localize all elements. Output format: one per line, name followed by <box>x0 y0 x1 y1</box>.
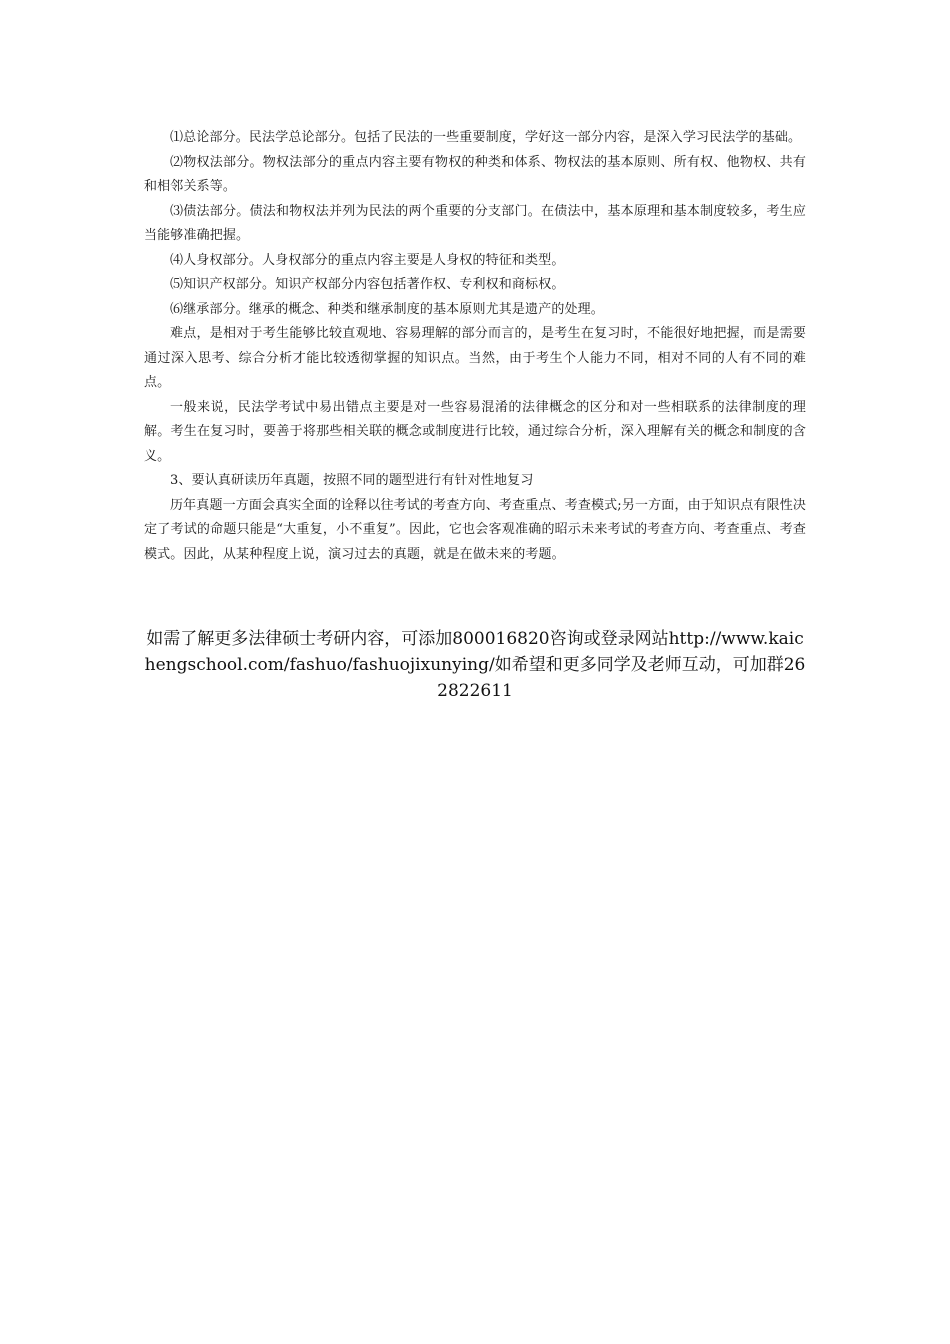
paragraph-past-exams: 历年真题一方面会真实全面的诠释以往考试的考查方向、考查重点、考查模式;另一方面，由于知识点有限性决定了考试的命题只能是“大重复，小不重复”。因此，它也会客观准确的昭示未来考试的考查方向、考查重点、考查模式。因此，从某种程度上说，演习过去的真题，就是在做未来的考题。 <box>144 497 806 562</box>
paragraph-difficult-points: 难点，是相对于考生能够比较直观地、容易理解的部分而言的，是考生在复习时，不能很好地把握，而是需要通过深入思考、综合分析才能比较透彻掌握的知识点。当然，由于考生个人能力不同，相对不同的人有不同的难点。 <box>144 326 806 390</box>
section-heading-past-exams: 3、要认真研读历年真题，按照不同的题型进行有针对性地复习 <box>170 473 534 488</box>
document-body <box>144 126 806 567</box>
paragraph-personality-rights: ⑷人身权部分。人身权部分的重点内容主要是人身权的特征和类型。 <box>170 252 565 268</box>
paragraph-property-law: ⑵物权法部分。物权法部分的重点内容主要有物权的种类和体系、物权法的基本原则、所有权、他物权、共有和相邻关系等。 <box>144 154 806 194</box>
paragraph-general-part: ⑴总论部分。民法学总论部分。包括了民法的一些重要制度，学好这一部分内容，是深入学习民法学的基础。 <box>170 130 802 145</box>
paragraph-intellectual-property: ⑸知识产权部分。知识产权部分内容包括著作权、专利权和商标权。 <box>170 277 565 292</box>
paragraph-inheritance: ⑹继承部分。继承的概念、种类和继承制度的基本原则尤其是遗产的处理。 <box>170 301 604 317</box>
paragraph-common-errors: 一般来说，民法学考试中易出错点主要是对一些容易混淆的法律概念的区分和对一些相联系的法律制度的理解。考生在复习时，要善于将那些相关联的概念或制度进行比较，通过综合分析，深入理解有关的概念和制度的含义。 <box>144 399 806 464</box>
promo-footer-note: 如需了解更多法律硕士考研内容，可添加800016820咨询或登录网站http://www.kaichengschool.com/fashuo/fashuojixunying/如希望和更多同学及老师互动，可加群262822611 <box>144 629 806 701</box>
paragraph-obligations-law: ⑶债法部分。债法和物权法并列为民法的两个重要的分支部门。在债法中，基本原理和基本制度较多，考生应当能够准确把握。 <box>144 203 806 243</box>
